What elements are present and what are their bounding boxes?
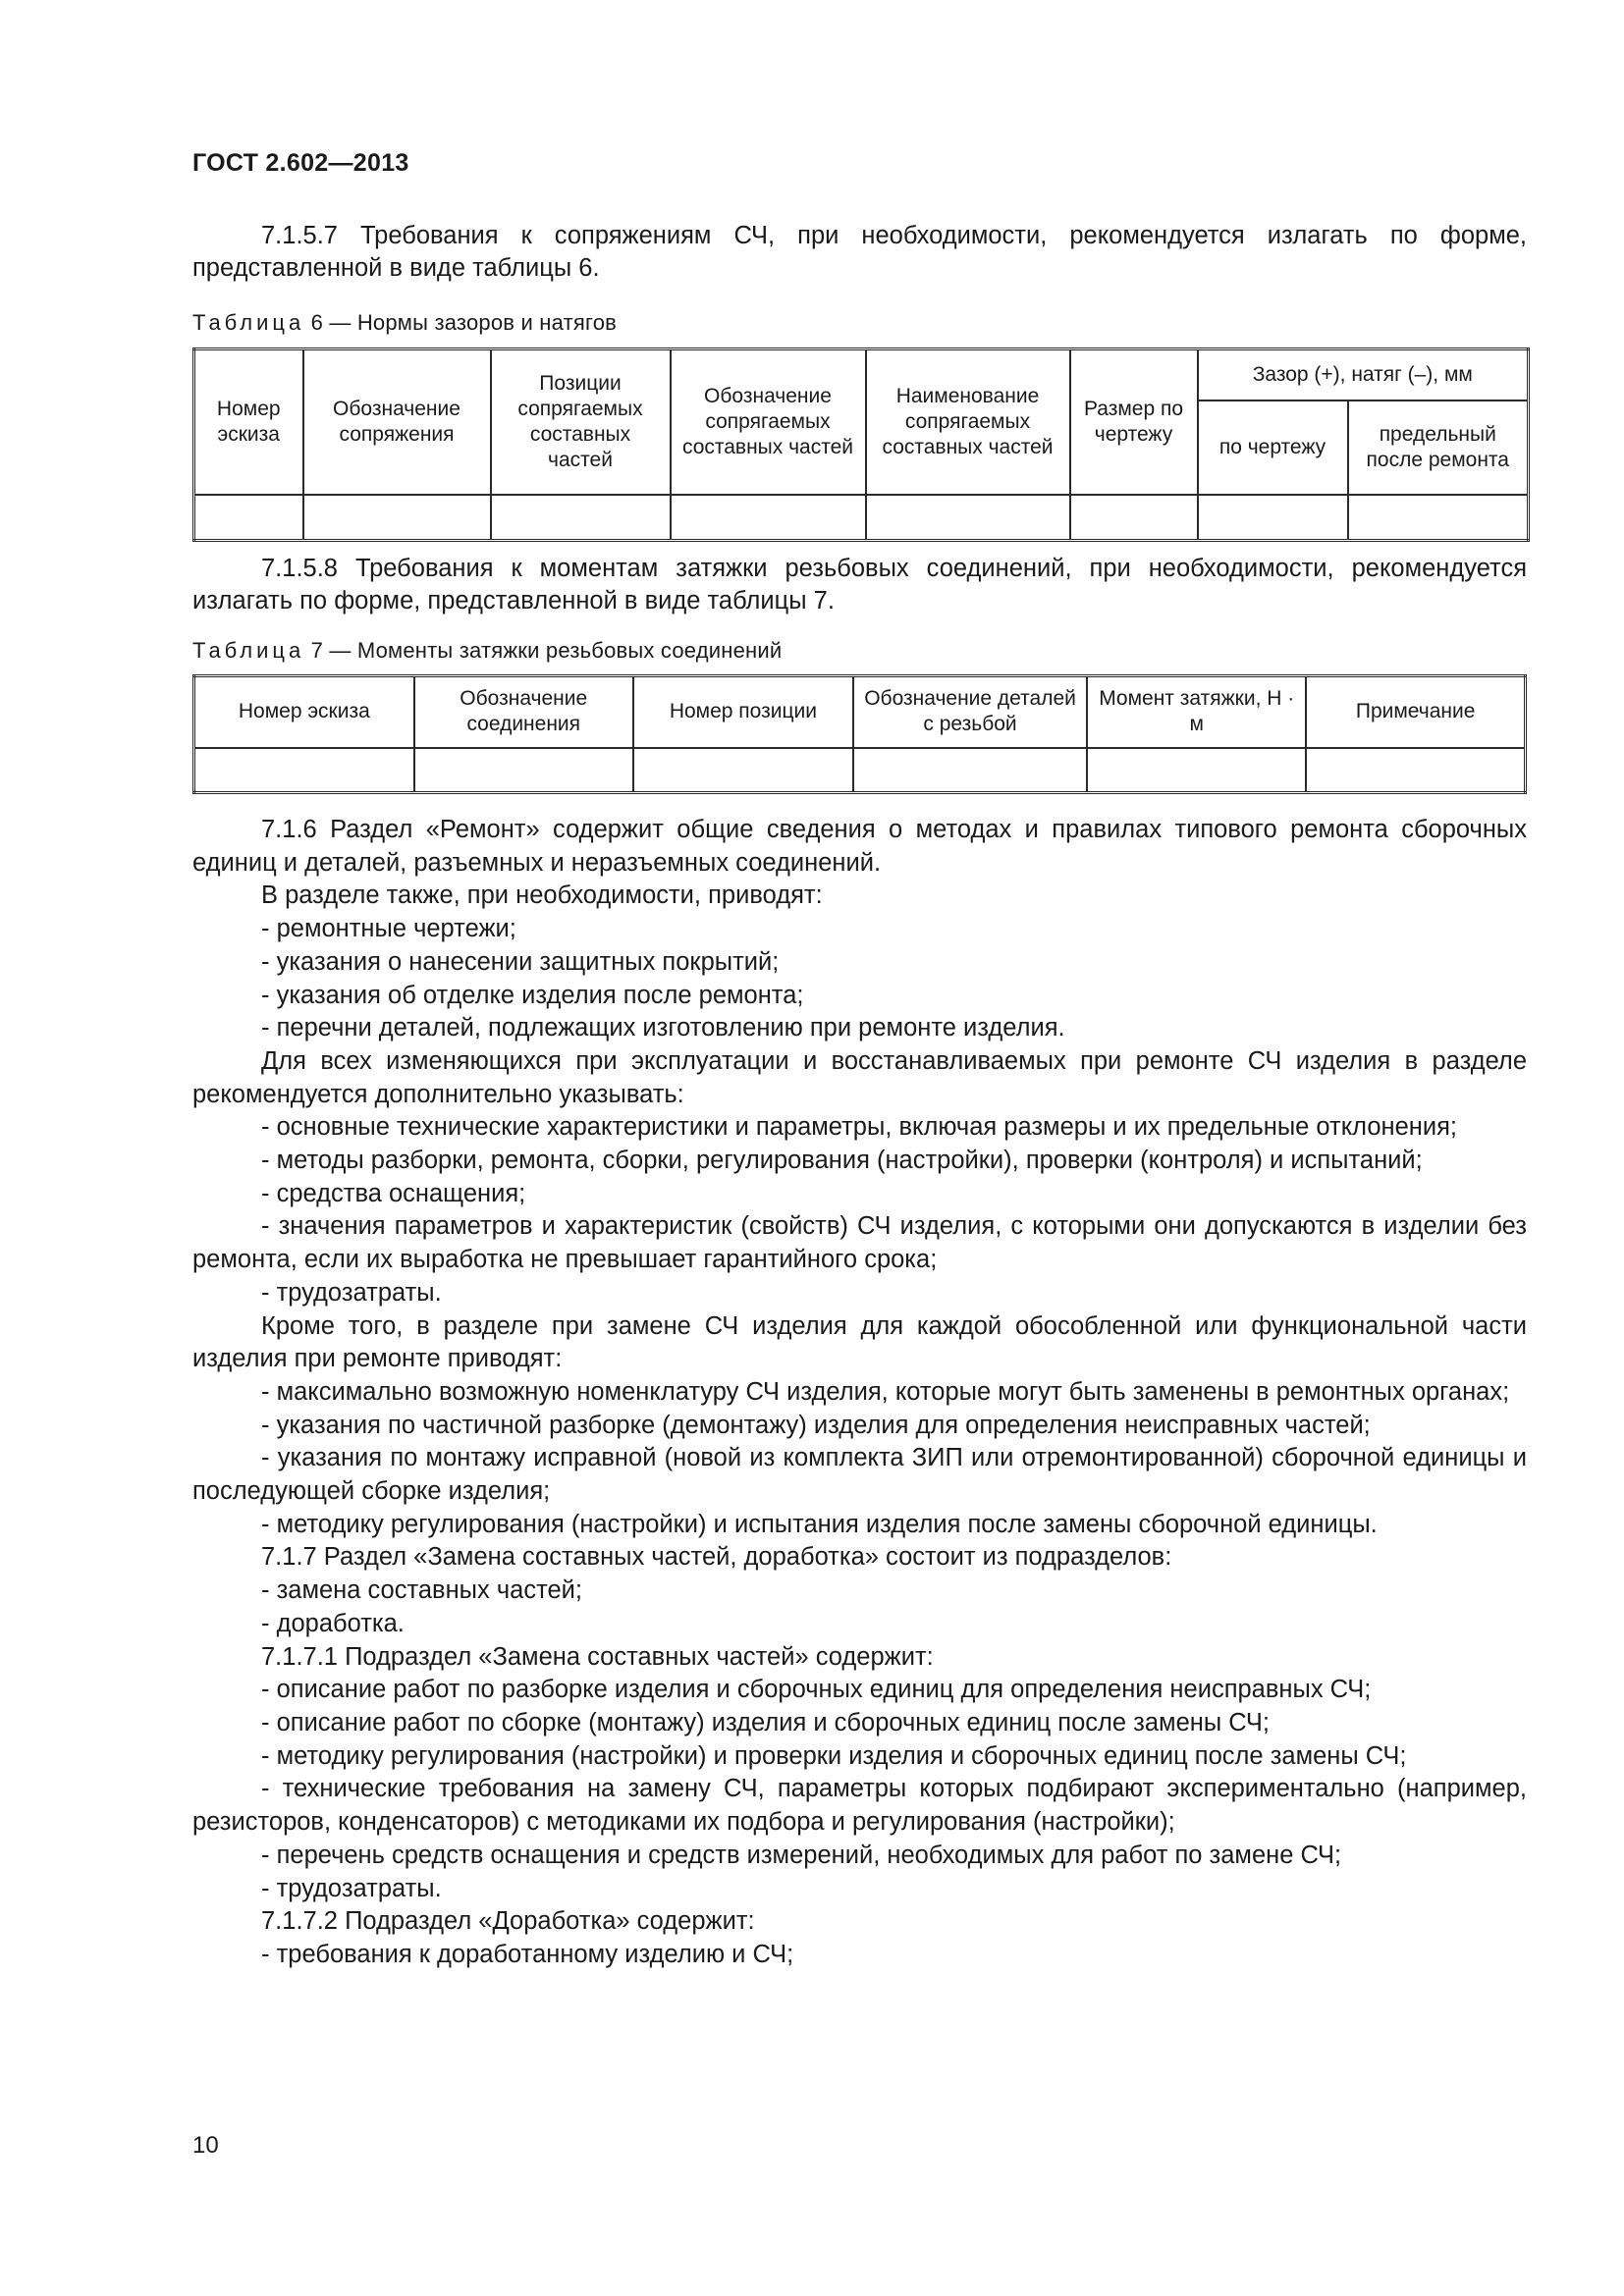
col-header-sketch-number: Номер эскиза — [194, 676, 414, 748]
main-body — [192, 814, 1527, 1972]
col-header-torque: Момент затяжки, Н · м — [1087, 676, 1306, 748]
col-header-joint-designation: Обозначение сопряжения — [303, 349, 491, 495]
list-item: - доработка. — [261, 1609, 405, 1637]
paragraph: 7.1.6 Раздел «Ремонт» содержит общие сведения о методах и правилах типового ремонта сборочных единиц и деталей, разъемных и неразъемных соединений. — [192, 816, 1527, 877]
table6-caption — [192, 310, 617, 336]
table-cell — [1198, 495, 1348, 541]
list-item: - указания о нанесении защитных покрытий; — [261, 947, 780, 976]
table-6 — [192, 347, 1530, 542]
list-item: - указания по частичной разборке (демонтажу) изделия для определения неисправных частей; — [261, 1411, 1371, 1439]
list-item: - трудозатраты. — [261, 1278, 442, 1307]
list-item: - основные технические характеристики и параметры, включая размеры и их предельные отклонения; — [261, 1113, 1458, 1142]
paragraph: 7.1.5.8 Требования к моментам затяжки резьбовых соединений, при необходимости, рекомендуется излагать по форме, представленной в виде таблицы 7. — [192, 555, 1527, 614]
table-cell — [491, 495, 671, 541]
list-item: - перечни деталей, подлежащих изготовлению при ремонте изделия. — [261, 1014, 1065, 1042]
list-item: - перечень средств оснащения и средств измерений, необходимых для работ по замене СЧ; — [261, 1841, 1342, 1869]
col-header-sketch-number: Номер эскиза — [194, 349, 303, 495]
list-item: - требования к доработанному изделию и СЧ; — [261, 1940, 794, 1968]
page-number: 10 — [192, 2132, 219, 2159]
paragraph: 7.1.7 Раздел «Замена составных частей, доработка» состоит из подразделов: — [261, 1543, 1172, 1572]
table-cell — [303, 495, 491, 541]
col-header-threaded-parts: Обозначение деталей с резьбой — [853, 676, 1087, 748]
col-header-limit-after-repair: предельный после ремонта — [1348, 400, 1529, 495]
col-header-position-number: Номер позиции — [633, 676, 853, 748]
section-7158 — [192, 553, 1527, 617]
list-item: - методику регулирования (настройки) и испытания изделия после замены сборочной единицы. — [261, 1510, 1378, 1538]
col-header-connection-designation: Обозначение соединения — [414, 676, 633, 748]
table-row — [194, 748, 1526, 793]
table-cell — [671, 495, 866, 541]
list-item: - методику регулирования (настройки) и проверки изделия и сборочных единиц после замены СЧ; — [261, 1741, 1407, 1770]
col-header-mating-name: Наименование сопрягаемых составных частей — [866, 349, 1070, 495]
paragraph: Для всех изменяющихся при эксплуатации и восстанавливаемых при ремонте СЧ изделия в разделе рекомендуется дополнительно указывать: — [192, 1046, 1527, 1108]
table-cell — [1348, 495, 1529, 541]
table-cell — [1087, 748, 1306, 793]
table-title: 7 — Моменты затяжки резьбовых соединений — [304, 638, 783, 663]
table-row — [194, 495, 1529, 541]
table-cell — [1070, 495, 1198, 541]
col-header-drawing-size: Размер по чертежу — [1070, 349, 1198, 495]
col-header-note: Примечание — [1306, 676, 1525, 748]
table-cell — [194, 748, 414, 793]
table-cell — [1306, 748, 1525, 793]
paragraph: 7.1.7.1 Подраздел «Замена составных частей» содержит: — [261, 1642, 934, 1671]
col-header-by-drawing: по чертежу — [1198, 400, 1348, 495]
table-cell — [866, 495, 1070, 541]
paragraph: 7.1.5.7 Требования к сопряжениям СЧ, при необходимости, рекомендуется излагать по форме, представленной в виде таблицы 6. — [192, 222, 1527, 282]
list-item: - значения параметров и характеристик (свойств) СЧ изделия, с которыми они допускаются в изделии без ремонта, если их выработка не превышает гарантийного срока; — [192, 1212, 1527, 1274]
section-7157 — [192, 220, 1527, 285]
col-header-clearance-interference: Зазор (+), натяг (–), мм — [1198, 349, 1529, 400]
list-item: - методы разборки, ремонта, сборки, регулирования (настройки), проверки (контроля) и испытаний; — [261, 1147, 1423, 1175]
list-item: - описание работ по сборке (монтажу) изделия и сборочных единиц после замены СЧ; — [261, 1708, 1270, 1736]
table7-caption — [192, 638, 782, 664]
table-label: Таблица — [192, 310, 305, 335]
paragraph: 7.1.7.2 Подраздел «Доработка» содержит: — [261, 1907, 755, 1936]
list-item: - указания по монтажу исправной (новой из комплекта ЗИП или отремонтированной) сборочной единицы и последующей сборке изделия; — [192, 1444, 1527, 1506]
table-title: 6 — Нормы зазоров и натягов — [304, 310, 618, 335]
list-item: - замена составных частей; — [261, 1576, 582, 1605]
list-item: - максимально возможную номенклатуру СЧ изделия, которые могут быть заменены в ремонтных органах; — [261, 1377, 1510, 1406]
table-label: Таблица — [192, 638, 305, 663]
table-cell — [853, 748, 1087, 793]
list-item: - технические требования на замену СЧ, параметры которых подбирают экспериментально (например, резисторов, конденсаторов) с методиками их подбора и регулирования (настройки); — [192, 1775, 1527, 1837]
list-item: - ремонтные чертежи; — [261, 915, 516, 943]
list-item: - средства оснащения; — [261, 1179, 526, 1207]
paragraph: В разделе также, при необходимости, приводят: — [261, 881, 823, 910]
col-header-mating-positions: Позиции сопрягаемых составных частей — [491, 349, 671, 495]
table-cell — [194, 495, 303, 541]
list-item: - трудозатраты. — [261, 1874, 442, 1902]
table-cell — [633, 748, 853, 793]
list-item: - описание работ по разборке изделия и сборочных единиц для определения неисправных СЧ; — [261, 1676, 1372, 1704]
table-cell — [414, 748, 633, 793]
list-item: - указания об отделке изделия после ремонта; — [261, 981, 804, 1009]
table-7 — [192, 674, 1527, 794]
document-header: ГОСТ 2.602—2013 — [192, 149, 409, 177]
col-header-mating-designation: Обозначение сопрягаемых составных частей — [671, 349, 866, 495]
paragraph: Кроме того, в разделе при замене СЧ изделия для каждой обособленной или функциональной части изделия при ремонте приводят: — [192, 1311, 1527, 1373]
